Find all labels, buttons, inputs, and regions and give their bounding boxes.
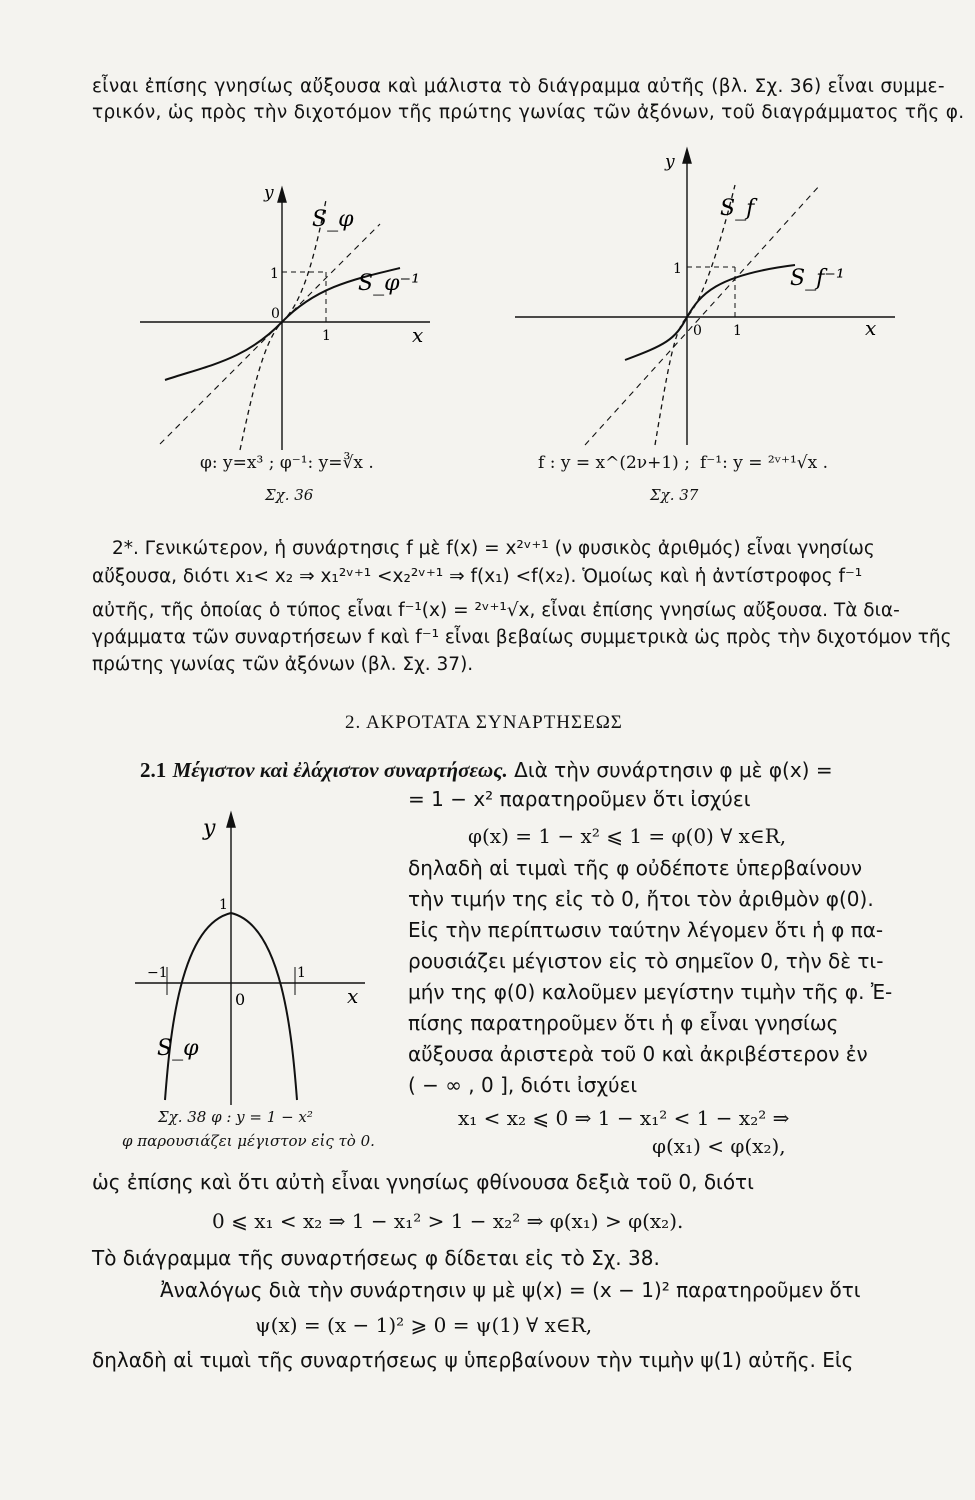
- fig36-formula: φ: y=x³ ; φ⁻¹: y=∛x .: [200, 453, 374, 473]
- axis-y-label: y: [203, 816, 216, 841]
- bisector-line: [585, 185, 820, 445]
- subsection-title: Μέγιστον καὶ ἐλάχιστον συναρτήσεως.: [172, 758, 508, 782]
- cube-curve: [240, 200, 326, 450]
- subsection-text: Διὰ τὴν συνάρτησιν φ μὲ φ(x) =: [514, 758, 833, 782]
- y-axis-arrow-icon: [683, 149, 691, 163]
- text-line: αὔξουσα, διότι x₁< x₂ ⇒ x₁²ᵛ⁺¹ <x₂²ᵛ⁺¹ ⇒ f(x₁) <f(x₂). Ὁμοίως καὶ ἡ ἀντίστροφος f⁻¹: [92, 566, 863, 587]
- text-line: ρουσιάζει μέγιστον εἰς τὸ σημεῖον 0, τὴν δὲ τι-: [408, 949, 884, 973]
- y-axis-arrow-icon: [278, 188, 286, 202]
- formula: 0 ⩽ x₁ < x₂ ⇒ 1 − x₁² > 1 − x₂² ⇒ φ(x₁) > φ(x₂).: [212, 1209, 684, 1233]
- text-line: πίσης παρατηροῦμεν ὅτι ἡ φ εἶναι γνησίως: [408, 1011, 839, 1035]
- text-line: Εἰς τὴν περίπτωσιν ταύτην λέγομεν ὅτι ἡ φ πα-: [408, 918, 884, 942]
- fig37-formula-right: f⁻¹: y = ²ᵛ⁺¹√x .: [700, 453, 829, 473]
- tick-label-one: 1: [219, 897, 228, 913]
- text-line: Ἀναλόγως διὰ τὴν συνάρτησιν ψ μὲ ψ(x) = (x − 1)² παρατηροῦμεν ὅτι: [160, 1278, 861, 1302]
- figure-38: [135, 805, 385, 1110]
- origin-label: 0: [693, 323, 702, 339]
- tick-label-one: 1: [270, 266, 279, 282]
- graph-label: S_φ: [312, 207, 354, 232]
- axis-x-label: x: [865, 316, 877, 340]
- fig38-caption: Σχ. 38 φ : y = 1 − x²: [158, 1108, 313, 1126]
- text-line: Τὸ διάγραμμα τῆς συναρτήσεως φ δίδεται εἰς τὸ Σχ. 38.: [92, 1246, 660, 1270]
- tick-label-one: 1: [297, 965, 306, 981]
- fig38-caption-note: φ παρουσιάζει μέγιστον εἰς τὸ 0.: [122, 1132, 375, 1150]
- text-line: πρώτης γωνίας τῶν ἀξόνων (βλ. Σχ. 37).: [92, 654, 474, 675]
- text-line: μήν της φ(0) καλοῦμεν μεγίστην τιμὴν τῆς φ. Ἐ-: [408, 980, 893, 1004]
- text-line: τὴν τιμήν της εἰς τὸ 0, ἤτοι τὸν ἀριθμὸν φ(0).: [408, 887, 874, 911]
- text-line: αὔξουσα ἀριστερὰ τοῦ 0 καὶ ἀκριβέστερον ἐν: [408, 1042, 868, 1066]
- tick-label-one: 1: [322, 328, 331, 344]
- formula: x₁ < x₂ ⩽ 0 ⇒ 1 − x₁² < 1 − x₂² ⇒: [458, 1106, 790, 1130]
- subsection-number: 2.1: [140, 758, 167, 782]
- graph-label: S_φ: [157, 1036, 199, 1061]
- formula: φ(x₁) < φ(x₂),: [652, 1134, 786, 1158]
- section-heading: 2. ΑΚΡΟΤΑΤΑ ΣΥΝΑΡΤΗΣΕΩΣ: [345, 712, 623, 733]
- subsection-line: [140, 760, 833, 781]
- axis-y-label: y: [665, 152, 675, 172]
- odd-root-curve: [625, 265, 795, 360]
- text-line: εἶναι ἐπίσης γνησίως αὔξουσα καὶ μάλιστα τὸ διάγραμμα αὐτῆς (βλ. Σχ. 36) εἶναι συμμε-: [92, 76, 945, 97]
- tick-label-one: 1: [733, 323, 742, 339]
- text-line: δηλαδὴ αἱ τιμαὶ τῆς συναρτήσεως ψ ὑπερβαίνουν τὴν τιμὴν ψ(1) αὐτῆς. Εἰς: [92, 1348, 854, 1372]
- right-column-text: [408, 858, 938, 1106]
- formula: ψ(x) = (x − 1)² ⩾ 0 = ψ(1) ∀ x∈R,: [255, 1313, 593, 1337]
- tick-label-minus-one: −1: [147, 965, 168, 981]
- text-line: δηλαδὴ αἱ τιμαὶ τῆς φ οὐδέποτε ὑπερβαίνουν: [408, 856, 863, 880]
- text-line: ὡς ἐπίσης καὶ ὅτι αὐτὴ εἶναι γνησίως φθίνουσα δεξιὰ τοῦ 0, διότι: [92, 1170, 754, 1194]
- origin-label: 0: [235, 990, 246, 1009]
- graph-label: S_f: [720, 196, 755, 221]
- text-line: = 1 − x² παρατηροῦμεν ὅτι ἰσχύει: [408, 787, 751, 811]
- figure-36: [140, 180, 440, 465]
- text-line: τρικόν, ὡς πρὸς τὴν διχοτόμον τῆς πρώτης γωνίας τῶν ἀξόνων, τοῦ διαγράμματος τῆς φ.: [92, 102, 965, 123]
- text-line: ( − ∞ , 0 ], διότι ἰσχύει: [408, 1073, 638, 1097]
- text-line: γράμματα τῶν συναρτήσεων f καὶ f⁻¹ εἶναι βεβαίως συμμετρικὰ ὡς πρὸς τὴν διχοτόμον τῆς: [92, 627, 952, 648]
- y-axis-arrow-icon: [227, 813, 235, 827]
- figure-37: [515, 145, 900, 465]
- axis-x-label: x: [347, 984, 359, 1008]
- text-line: 2*. Γενικώτερον, ἡ συνάρτησις f μὲ f(x) = x²ᵛ⁺¹ (ν φυσικὸς ἀριθμός) εἶναι γνησίως: [112, 538, 875, 559]
- origin-label: 0: [271, 306, 280, 322]
- axis-x-label: x: [412, 323, 424, 347]
- inverse-graph-label: S_f⁻¹: [790, 266, 845, 291]
- fig37-formula-left: f : y = x^(2ν+1) ;: [538, 453, 690, 473]
- fig36-caption: Σχ. 36: [265, 486, 314, 504]
- axis-y-label: y: [264, 183, 274, 203]
- inverse-graph-label: S_φ⁻¹: [358, 271, 420, 296]
- text-line: αὐτῆς, τῆς ὁποίας ὁ τύπος εἶναι f⁻¹(x) = ²ᵛ⁺¹√x, εἶναι ἐπίσης γνησίως αὔξουσα. Τὰ δια-: [92, 600, 900, 621]
- tick-label-one: 1: [673, 261, 682, 277]
- formula: φ(x) = 1 − x² ⩽ 1 = φ(0) ∀ x∈R,: [468, 824, 787, 848]
- odd-power-curve: [655, 185, 735, 445]
- fig37-caption: Σχ. 37: [650, 486, 699, 504]
